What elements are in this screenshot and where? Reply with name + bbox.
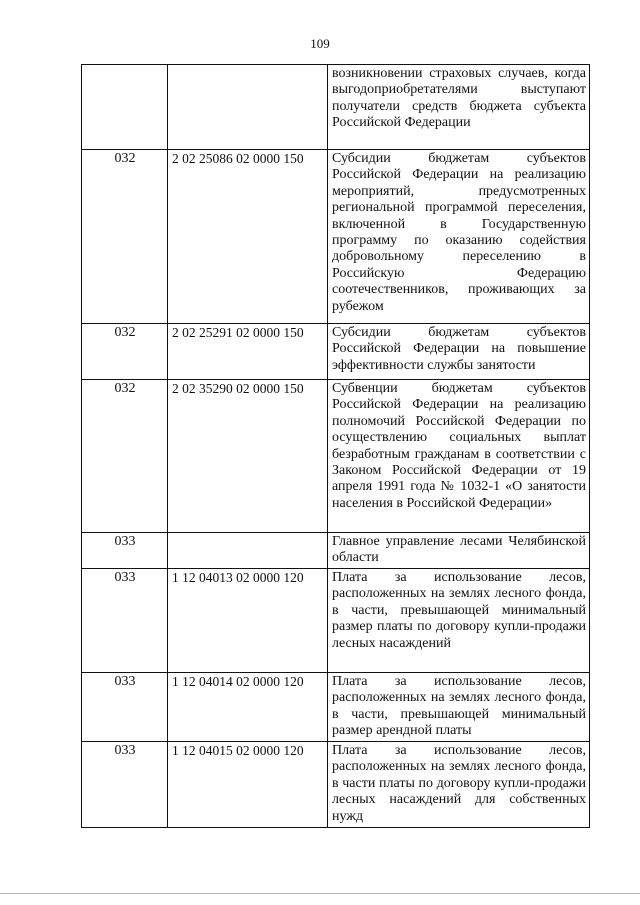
- table-row: [82, 569, 590, 673]
- table-row: [82, 65, 590, 150]
- page-bottom-edge: [0, 893, 640, 894]
- admin-code-cell: 032: [82, 150, 168, 324]
- revenue-code-cell: 2 02 25291 02 0000 150: [168, 324, 328, 380]
- admin-code-cell: 032: [82, 380, 168, 533]
- revenue-code-cell: [168, 533, 328, 569]
- revenue-code-cell: 2 02 35290 02 0000 150: [168, 380, 328, 533]
- admin-code-cell: 033: [82, 533, 168, 569]
- admin-code-cell: 033: [82, 742, 168, 828]
- revenue-description-cell: Субвенции бюджетам субъектов Российской Федерации на реализацию полномочий Российской Федерации по осуществлению социальных выплат безработным гражданам в соответствии с Законом Российской Федерации от 19 апреля 1991 года № 1032-1 «О занятости населения в Российской Федерации»: [328, 380, 590, 533]
- table-row: [82, 150, 590, 324]
- table-row: [82, 324, 590, 380]
- revenue-code-cell: [168, 65, 328, 150]
- admin-code-cell: [82, 65, 168, 150]
- admin-code-cell: 033: [82, 673, 168, 742]
- revenue-description-cell: Субсидии бюджетам субъектов Российской Федерации на повышение эффективности службы занятости: [328, 324, 590, 380]
- admin-code-cell: 032: [82, 324, 168, 380]
- revenue-description-cell: Плата за использование лесов, расположенных на землях лесного фонда, в части платы по договору купли-продажи лесных насаждений для собственных нужд: [328, 742, 590, 828]
- revenue-description-cell: Субсидии бюджетам субъектов Российской Федерации на реализацию мероприятий, предусмотренных региональной программой переселения, включенной в Государственную программу по оказанию содействия добровольному переселению в Российскую Федерацию соотечественников, проживающих за рубежом: [328, 150, 590, 324]
- table-row: [82, 742, 590, 828]
- revenue-code-cell: 1 12 04013 02 0000 120: [168, 569, 328, 673]
- revenue-description-cell: Плата за использование лесов, расположенных на землях лесного фонда, в части, превышающей минимальный размер арендной платы: [328, 673, 590, 742]
- revenue-code-cell: 1 12 04014 02 0000 120: [168, 673, 328, 742]
- revenue-code-cell: 2 02 25086 02 0000 150: [168, 150, 328, 324]
- table-row: [82, 533, 590, 569]
- revenue-description-cell: возникновении страховых случаев, когда выгодоприобретателями выступают получатели средств бюджета субъекта Российской Федерации: [328, 65, 590, 150]
- admin-code-cell: 033: [82, 569, 168, 673]
- table-row: [82, 380, 590, 533]
- page-number: 109: [310, 36, 330, 51]
- table-row: [82, 673, 590, 742]
- budget-revenue-table: [81, 64, 590, 828]
- revenue-code-cell: 1 12 04015 02 0000 120: [168, 742, 328, 828]
- revenue-description-cell: Главное управление лесами Челябинской области: [328, 533, 590, 569]
- revenue-description-cell: Плата за использование лесов, расположенных на землях лесного фонда, в части, превышающей минимальный размер платы по договору купли-продажи лесных насаждений: [328, 569, 590, 673]
